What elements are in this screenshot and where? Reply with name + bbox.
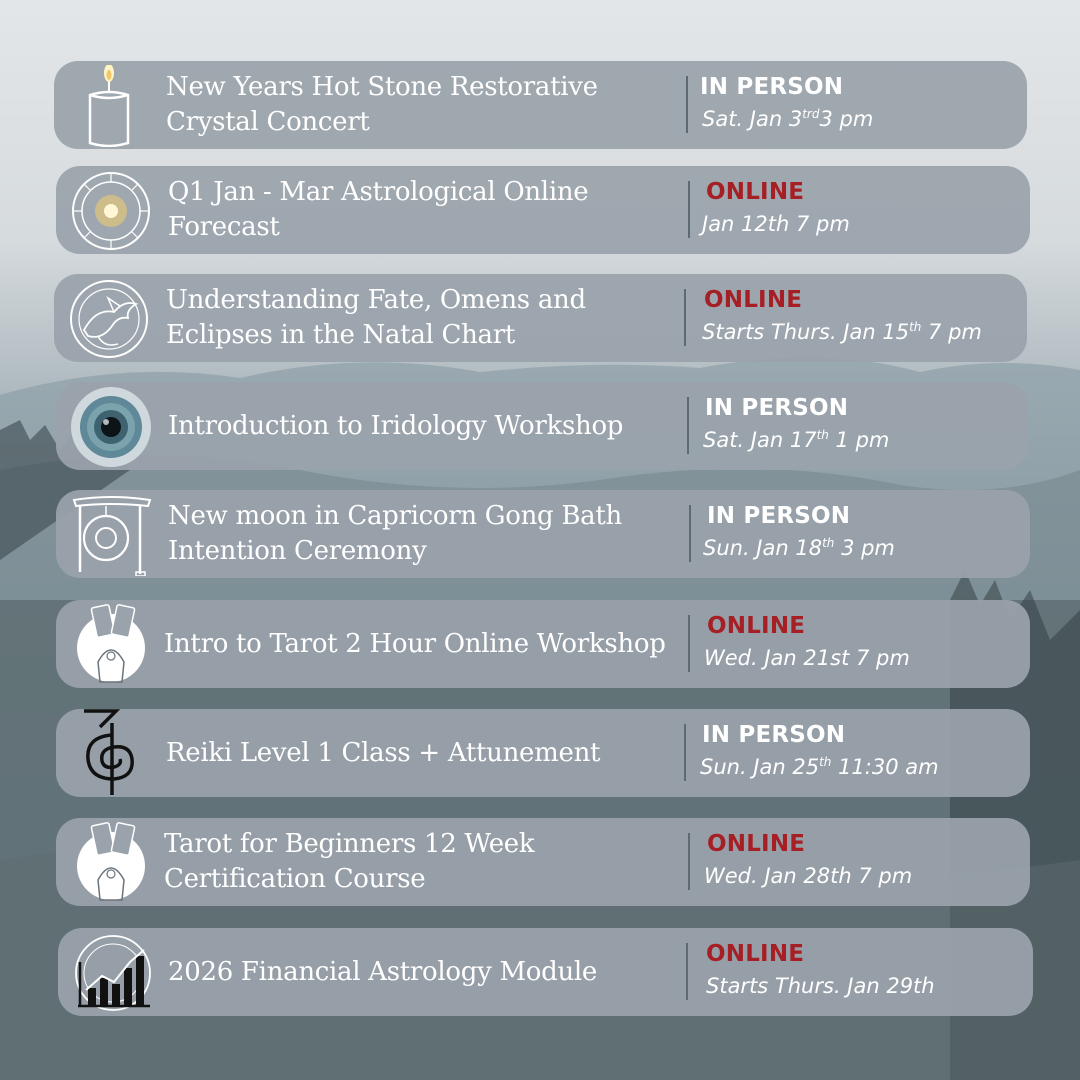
- event-title: Introduction to Iridology Workshop: [168, 410, 624, 441]
- event-card-9[interactable]: [58, 928, 1033, 1016]
- event-card-3[interactable]: [54, 274, 1027, 362]
- event-mode: IN PERSON: [705, 395, 849, 421]
- divider: [687, 397, 689, 454]
- event-mode: IN PERSON: [707, 503, 851, 529]
- event-date: Sat. Jan $3^{trd}3$ pm: [702, 107, 874, 131]
- event-card-5[interactable]: [56, 490, 1030, 578]
- event-date: Starts Thurs. Jan 29th: [706, 974, 935, 998]
- candle-icon: [68, 65, 150, 147]
- eye-iris-icon: [70, 386, 152, 468]
- event-mode: ONLINE: [707, 831, 806, 857]
- event-title: Intro to Tarot 2 Hour Online Workshop: [164, 628, 666, 659]
- event-date: Starts Thurs. Jan 15th 7 pm: [702, 320, 982, 344]
- gong-icon: [70, 494, 152, 576]
- event-mode: ONLINE: [707, 613, 806, 639]
- event-date: Sun. Jan 18th 3 pm: [703, 536, 895, 560]
- event-date: Wed. Jan 28th 7 pm: [704, 864, 913, 888]
- tarot-hand-icon: [70, 822, 152, 904]
- event-card-7[interactable]: [56, 709, 1030, 797]
- event-mode: IN PERSON: [702, 722, 846, 748]
- event-date: Sun. Jan 25th 11:30 am: [700, 755, 939, 779]
- event-title: Q1 Jan - Mar Astrological Online Forecast: [168, 177, 589, 242]
- event-card-4[interactable]: [56, 382, 1028, 470]
- event-card-6[interactable]: [56, 600, 1030, 688]
- event-title: New moon in Capricorn Gong Bath Intention Ceremony: [168, 501, 622, 566]
- event-title: Tarot for Beginners 12 Week Certification Course: [164, 829, 535, 894]
- event-card-2[interactable]: [56, 166, 1030, 254]
- divider: [688, 615, 690, 672]
- tarot-hand-icon: [70, 604, 152, 686]
- event-mode: ONLINE: [704, 287, 803, 313]
- divider: [684, 724, 686, 781]
- event-card-8[interactable]: [56, 818, 1030, 906]
- event-date: Wed. Jan 21st 7 pm: [704, 646, 910, 670]
- event-title: Understanding Fate, Omens and Eclipses in the Natal Chart: [166, 285, 586, 350]
- divider: [686, 943, 688, 1000]
- divider: [686, 76, 688, 133]
- event-mode: ONLINE: [706, 179, 805, 205]
- zodiac-wheel-icon: [70, 170, 152, 252]
- event-mode: ONLINE: [706, 941, 805, 967]
- event-card-1[interactable]: [54, 61, 1027, 149]
- divider: [688, 181, 690, 238]
- financial-chart-icon: [72, 932, 154, 1014]
- event-title: 2026 Financial Astrology Module: [168, 956, 598, 987]
- event-mode: IN PERSON: [700, 74, 844, 100]
- event-title: New Years Hot Stone Restorative Crystal Concert: [166, 72, 598, 137]
- event-date: Sat. Jan 17th 1 pm: [703, 428, 890, 452]
- event-title: Reiki Level 1 Class + Attunement: [166, 737, 601, 768]
- reiki-symbol-icon: [70, 703, 152, 799]
- divider: [688, 833, 690, 890]
- divider: [689, 505, 691, 562]
- divider: [684, 289, 686, 346]
- event-date: Jan 12th 7 pm: [702, 212, 850, 236]
- dragon-chart-icon: [68, 278, 150, 360]
